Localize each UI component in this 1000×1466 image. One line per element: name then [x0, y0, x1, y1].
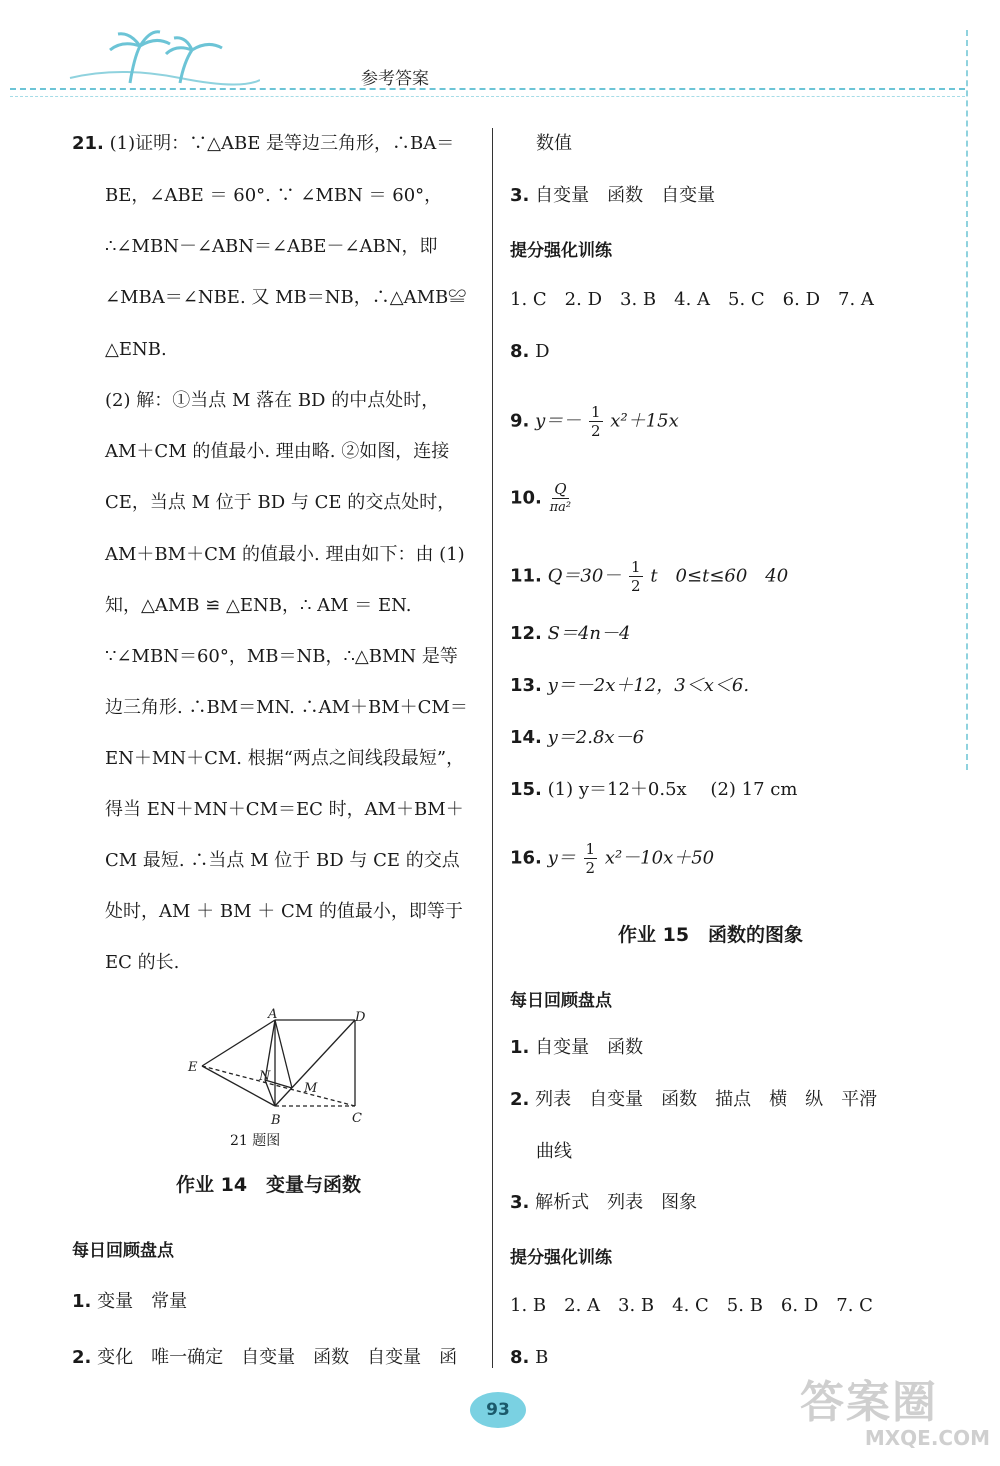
q21-line-5: △ENB.: [105, 339, 167, 360]
q21-line-12: 边三角形. ∴BM＝MN. ∴AM＋BM＋CM＝: [105, 697, 468, 718]
q21-line-13: EN＋MN＋CM. 根据“两点之间线段最短”，: [105, 748, 465, 769]
label-a: A: [268, 1008, 278, 1022]
label-d: D: [355, 1010, 366, 1025]
q21-line-1: 21. (1)证明：∵△ABE 是等边三角形，∴BA＝: [72, 133, 455, 154]
palm-tree-logo: [60, 28, 260, 94]
q21-line-8: CE，当点 M 位于 BD 与 CE 的交点处时，: [105, 492, 456, 513]
label-e: E: [188, 1060, 198, 1075]
page-header-title: 参考答案: [361, 69, 429, 89]
fraction: $\frac{1}{2}$: [631, 558, 641, 595]
s15-review-item-2-continuation: 曲线: [536, 1141, 572, 1162]
s14-answer-11: 11. Q＝30－ $\frac{1}{2}$ t 0≤t≤60 40: [510, 558, 789, 595]
s15-review-item-2: 2. 列表 自变量 函数 描点 横 纵 平滑: [510, 1089, 878, 1110]
q21-line-3: ∴∠MBN－∠ABN＝∠ABE－∠ABN，即: [105, 236, 438, 257]
q21-line-17: EC 的长.: [105, 952, 180, 973]
column-divider: [492, 128, 493, 1368]
q21-line-10: 知，△AMB ≌ △ENB，∴ AM ＝ EN.: [105, 595, 412, 616]
margin-guide: [966, 30, 968, 770]
s14-answer-8: 8. D: [510, 341, 550, 362]
watermark: [800, 1377, 990, 1460]
section-14-review-heading: 每日回顾盘点: [72, 1241, 174, 1261]
s14-practice-heading: 提分强化训练: [510, 241, 612, 261]
s14-review-item-1: 1. 变量 常量: [72, 1291, 188, 1312]
header-divider: [10, 88, 965, 90]
label-b: B: [271, 1113, 281, 1128]
section-15-review-heading: 每日回顾盘点: [510, 991, 612, 1011]
s14-answer-15: 15. (1) y＝12＋0.5x (2) 17 cm: [510, 779, 798, 800]
s14-review-item-3: 3. 自变量 函数 自变量: [510, 185, 716, 206]
s15-mc-answers: 1. B 2. A 3. B 4. C 5. B 6. D 7. C: [510, 1295, 873, 1316]
label-c: C: [352, 1111, 362, 1126]
q21-line-16: 处时，AM ＋ BM ＋ CM 的值最小，即等于: [105, 901, 463, 922]
s14-mc-answers: 1. C 2. D 3. B 4. A 5. C 6. D 7. A: [510, 289, 874, 310]
watermark-logo-text: 答案圈: [800, 1377, 938, 1428]
s15-review-item-3: 3. 解析式 列表 图象: [510, 1192, 698, 1213]
s14-answer-14: 14. y＝2.8x－6: [510, 727, 645, 748]
s15-answer-8: 8. B: [510, 1347, 549, 1368]
page-number-badge: 93: [470, 1392, 526, 1428]
figure-caption: 21 题图: [230, 1133, 281, 1149]
fraction: $\frac{1}{2}$: [585, 840, 596, 877]
s14-answer-9: 9. y＝－ $\frac{1}{2}$ x²＋15x: [510, 403, 679, 440]
s14-answer-16: 16. y＝ $\frac{1}{2}$ x²－10x＋50: [510, 840, 715, 877]
watermark-url: MXQE.COM: [864, 1426, 990, 1450]
q21-line-11: ∵∠MBN＝60°，MB＝NB，∴△BMN 是等: [105, 646, 458, 667]
header-divider-secondary: [10, 96, 965, 97]
s14-answer-13: 13. y＝－2x＋12，3＜x＜6.: [510, 675, 750, 696]
s14-answer-10: 10. $\frac{Q}{\text{πa²}}$: [510, 480, 572, 515]
q21-line-2: BE，∠ABE ＝ 60°. ∵ ∠MBN ＝ 60°，: [105, 185, 443, 206]
q21-line-7: AM＋CM 的值最小. 理由略. ②如图，连接: [105, 441, 450, 462]
q21-line-4: ∠MBA＝∠NBE. 又 MB＝NB，∴△AMB≌: [105, 287, 467, 308]
q21-line-9: AM＋BM＋CM 的值最小. 理由如下：由 (1): [105, 544, 465, 565]
fraction: $\frac{1}{2}$: [591, 403, 601, 440]
label-m: M: [304, 1081, 318, 1096]
s15-practice-heading: 提分强化训练: [510, 1248, 612, 1268]
s14-item-2-continuation: 数值: [536, 133, 572, 154]
label-n: N: [259, 1069, 271, 1084]
s15-review-item-1: 1. 自变量 函数: [510, 1037, 644, 1058]
fraction: $\frac{Q}{\text{πa²}}$: [549, 480, 572, 515]
s14-review-item-2: 2. 变化 唯一确定 自变量 函数 自变量 函: [72, 1347, 458, 1368]
q21-line-15: CM 最短. ∴当点 M 位于 BD 与 CE 的交点: [105, 850, 460, 871]
geometry-figure: [180, 1008, 380, 1133]
q21-line-14: 得当 EN＋MN＋CM＝EC 时，AM＋BM＋: [105, 799, 464, 820]
q21-line-6: (2) 解：①当点 M 落在 BD 的中点处时，: [105, 390, 440, 411]
s14-answer-12: 12. S＝4n－4: [510, 623, 631, 644]
section-14-title: 作业 14 变量与函数: [176, 1174, 362, 1196]
section-15-title: 作业 15 函数的图象: [618, 924, 804, 946]
